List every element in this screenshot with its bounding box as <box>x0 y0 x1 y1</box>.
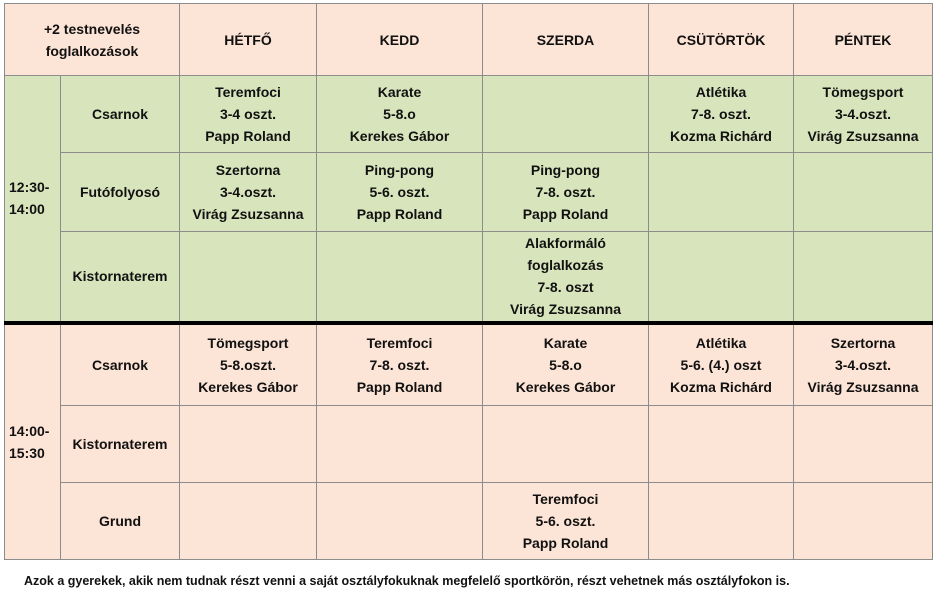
session-line: 3-4.oszt. <box>834 356 891 373</box>
session-cell-friday <box>794 153 933 232</box>
day-header-friday: PÉNTEK <box>794 4 933 76</box>
session-line: 5-8.o <box>383 106 416 122</box>
session-cell-friday <box>794 76 933 153</box>
day-header-wednesday: SZERDA <box>483 4 649 76</box>
venue-cell: Futófolyosó <box>61 153 180 232</box>
session-line: Papp Roland <box>205 128 291 144</box>
day-header-tuesday: KEDD <box>317 4 483 76</box>
session-cell-tuesday <box>317 76 483 153</box>
venue-cell: Grund <box>61 483 180 560</box>
session-cell-friday <box>794 483 933 560</box>
schedule-row <box>5 323 933 406</box>
session-line: Atlétika <box>695 334 747 351</box>
session-cell-thursday <box>649 406 794 483</box>
session-line: 5-8.oszt. <box>219 356 276 373</box>
session-cell-wednesday <box>483 76 649 153</box>
session-cell-monday <box>180 406 317 483</box>
corner-header-line: foglalkozások <box>45 42 139 59</box>
session-line: Karate <box>377 84 422 100</box>
session-line: Teremfoci <box>532 491 599 507</box>
session-cell-thursday <box>649 76 794 153</box>
session-cell-wednesday <box>483 406 649 483</box>
session-cell-wednesday <box>483 483 649 560</box>
header-row <box>5 4 933 76</box>
session-line: 3-4.oszt. <box>834 106 891 122</box>
session-line: 7-8. oszt. <box>369 356 430 373</box>
session-line: Virág Zsuzsanna <box>807 378 919 395</box>
footnote: Azok a gyerekek, akik nem tudnak részt venni a saját osztályfokuknak megfelelő sportkörön, részt vehetnek más osztályfokon is. <box>24 574 790 588</box>
session-cell-thursday <box>649 483 794 560</box>
time-slot-cell <box>5 323 61 560</box>
session-line: Papp Roland <box>522 535 609 551</box>
day-header-monday: HÉTFŐ <box>180 4 317 76</box>
session-line: Teremfoci <box>215 84 281 100</box>
session-line: Kerekes Gábor <box>198 378 298 395</box>
session-line: Alakformáló <box>525 235 606 252</box>
time-slot-line: 15:30 <box>9 444 45 461</box>
session-cell-monday <box>180 232 317 323</box>
session-line: 5-8.o <box>549 356 582 373</box>
session-cell-tuesday <box>317 483 483 560</box>
schedule-row <box>5 483 933 560</box>
session-cell-friday <box>794 323 933 406</box>
time-slot-line: 12:30- <box>9 179 50 196</box>
session-line: 5-6. (4.) oszt <box>680 356 762 373</box>
session-line: Atlétika <box>695 84 747 100</box>
session-cell-wednesday <box>483 153 649 232</box>
corner-header-line: +2 testnevelés <box>43 20 141 37</box>
session-cell-tuesday <box>317 153 483 232</box>
session-cell-thursday <box>649 153 794 232</box>
schedule-sheet <box>4 3 933 560</box>
session-line: Papp Roland <box>356 378 443 395</box>
session-line: 3-4.oszt. <box>219 184 276 200</box>
session-line: foglalkozás <box>527 257 604 274</box>
time-slot-line: 14:00- <box>9 422 50 439</box>
session-line: Papp Roland <box>356 206 443 222</box>
session-cell-friday <box>794 406 933 483</box>
time-slot-line: 14:00 <box>9 201 45 218</box>
corner-header-cell <box>5 4 180 76</box>
schedule-row <box>5 232 933 323</box>
session-cell-thursday <box>649 232 794 323</box>
session-line: Teremfoci <box>366 334 433 351</box>
session-line: Tömegsport <box>822 84 904 100</box>
session-cell-friday <box>794 232 933 323</box>
venue-cell: Kistornaterem <box>61 406 180 483</box>
session-line: Papp Roland <box>522 206 609 222</box>
session-line: Kerekes Gábor <box>515 378 616 395</box>
session-line: Kerekes Gábor <box>349 128 450 144</box>
venue-cell: Kistornaterem <box>61 232 180 323</box>
session-cell-wednesday <box>483 232 649 323</box>
session-line: Virág Zsuzsanna <box>807 128 919 144</box>
session-line: Virág Zsuzsanna <box>192 206 304 222</box>
venue-cell: Csarnok <box>61 323 180 406</box>
session-cell-thursday <box>649 323 794 406</box>
day-header-thursday: CSÜTÖRTÖK <box>649 4 794 76</box>
session-cell-tuesday <box>317 406 483 483</box>
session-line: Kozma Richárd <box>670 378 772 395</box>
session-cell-monday <box>180 483 317 560</box>
session-cell-monday <box>180 153 317 232</box>
schedule-row <box>5 406 933 483</box>
session-line: 5-6. oszt. <box>369 184 430 200</box>
venue-cell: Csarnok <box>61 76 180 153</box>
session-line: Szertorna <box>215 162 281 178</box>
session-line: Ping-pong <box>364 162 435 178</box>
session-line: 7-8. oszt <box>537 279 594 296</box>
session-line: Szertorna <box>830 334 896 351</box>
session-cell-monday <box>180 323 317 406</box>
session-cell-monday <box>180 76 317 153</box>
schedule-row <box>5 76 933 153</box>
session-line: 7-8. oszt. <box>691 106 751 122</box>
time-slot-cell <box>5 76 61 323</box>
session-line: Ping-pong <box>530 162 601 178</box>
session-line: 7-8. oszt. <box>535 184 596 200</box>
schedule-table <box>4 3 933 560</box>
session-line: Tömegsport <box>207 334 289 351</box>
session-cell-tuesday <box>317 232 483 323</box>
session-line: 5-6. oszt. <box>535 513 596 529</box>
session-line: Virág Zsuzsanna <box>509 301 621 318</box>
session-cell-tuesday <box>317 323 483 406</box>
session-line: 3-4 oszt. <box>219 106 276 122</box>
session-line: Karate <box>543 334 588 351</box>
session-cell-wednesday <box>483 323 649 406</box>
schedule-row <box>5 153 933 232</box>
session-line: Kozma Richárd <box>670 128 772 144</box>
